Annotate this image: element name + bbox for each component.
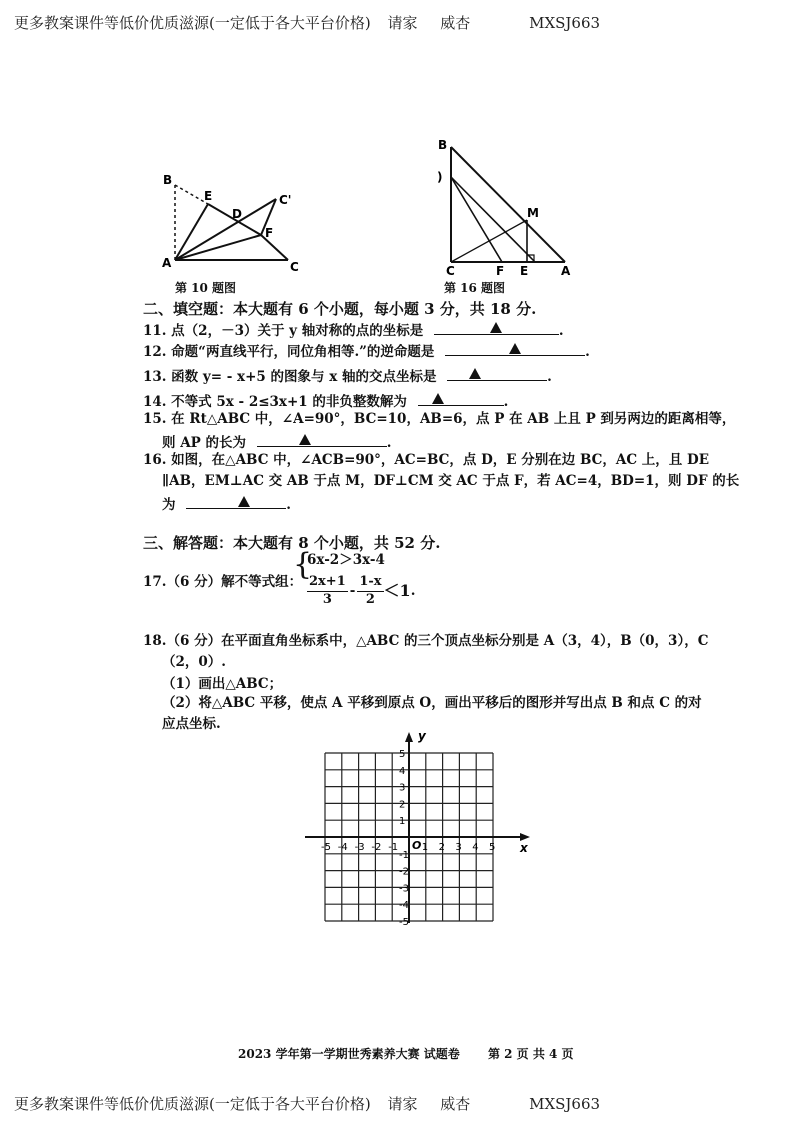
- q12-answer-blank: [445, 341, 585, 356]
- triangle-icon: [509, 343, 521, 354]
- fig10-line-AC1: [175, 199, 276, 260]
- y-tick-label: 1: [399, 816, 406, 828]
- q17-frac2-num: 1-x: [357, 574, 383, 592]
- y-axis-label: y: [418, 729, 426, 743]
- x-axis-arrow-icon: [520, 833, 530, 841]
- question-15-line2: [162, 432, 391, 453]
- x-tick-label: 4: [472, 842, 479, 853]
- x-tick-label: 5: [489, 842, 496, 853]
- q16-answer-blank: [186, 494, 286, 509]
- q14-period: .: [503, 394, 509, 410]
- y-tick-label: -2: [399, 866, 409, 878]
- question-16-line3: [162, 494, 291, 515]
- y-tick-label: 2: [399, 799, 406, 811]
- x-tick-label: 3: [455, 842, 462, 853]
- q17-left-brace: {: [293, 547, 313, 582]
- coordinate-grid: [300, 728, 535, 928]
- question-13: [143, 366, 552, 387]
- q13-text: 13. 函数 y= - x+5 的图象与 x 轴的交点坐标是: [143, 369, 437, 385]
- q12-text: 12. 命题“两直线平行，同位角相等.”的逆命题是: [143, 344, 435, 360]
- x-tick-label: -2: [371, 842, 382, 853]
- fig16-line-CM: [451, 220, 527, 262]
- triangle-icon: [432, 393, 444, 404]
- question-18-part2: （2）将△ABC 平移，使点 A 平移到原点 O，画出平移后的图形并写出点 B 和点 C 的对: [162, 695, 702, 711]
- y-tick-label: -3: [399, 883, 409, 895]
- q17-frac1-den: 3: [322, 591, 332, 607]
- bottom-banner: [14, 1093, 600, 1114]
- question-14: [143, 391, 508, 412]
- banner-code: MXSJ663: [529, 1095, 601, 1113]
- triangle-icon: [238, 496, 250, 507]
- x-tick-label: -4: [337, 842, 348, 853]
- section3-title: 三、解答题：本大题有 8 个小题，共 52 分.: [143, 534, 441, 552]
- section2-title: 二、填空题：本大题有 6 个小题，每小题 3 分，共 18 分.: [143, 300, 537, 318]
- top-banner: [14, 12, 600, 33]
- fig16-label-D: ): [437, 170, 443, 184]
- q11-text: 11. 点（2，－3）关于 y 轴对称的点的坐标是: [143, 323, 424, 339]
- q17-frac2-den: 2: [365, 591, 375, 607]
- fig16-label-B: B: [438, 138, 448, 152]
- footer: [238, 1045, 574, 1062]
- q17-end: .: [410, 582, 416, 599]
- fig10-label-F: F: [265, 226, 274, 240]
- q17-minus: -: [349, 582, 356, 599]
- q14-text: 14. 不等式 5x - 2≤3x+1 的非负整数解为: [143, 394, 407, 410]
- q13-answer-blank: [447, 366, 547, 381]
- banner-contact: 请家: [387, 14, 418, 32]
- x-tick-label: -5: [321, 842, 331, 853]
- figure-10: [155, 168, 315, 278]
- footer-title: 2023 学年第一学期世秀素养大赛 试题卷: [238, 1047, 460, 1061]
- y-axis-arrow-icon: [405, 732, 413, 742]
- q15-answer-blank: [257, 432, 387, 447]
- fig10-label-A: A: [162, 256, 172, 270]
- y-tick-label: 3: [399, 782, 406, 794]
- footer-page: 第 2 页 共 4 页: [487, 1047, 574, 1061]
- q17-inequality-1: 6x-2＞3x-4: [307, 552, 385, 568]
- banner-promo: 更多教案课件等低价优质滋源(一定低于各大平台价格): [14, 1095, 371, 1113]
- x-axis-label: x: [520, 841, 528, 855]
- q14-answer-blank: [418, 391, 504, 406]
- banner-name: 威杏: [440, 14, 471, 32]
- q15-text: 则 AP 的长为: [162, 435, 247, 451]
- y-tick-label: 5: [399, 749, 406, 760]
- banner-name: 威杏: [440, 1095, 471, 1113]
- banner-promo: 更多教案课件等低价优质滋源(一定低于各大平台价格): [14, 14, 371, 32]
- q17-fraction-2: [357, 574, 383, 609]
- q16-period: .: [286, 497, 291, 513]
- question-16-line1: 16. 如图，在△ABC 中，∠ACB=90°，AC=BC，点 D，E 分别在边 BC，AC 上，且 DE: [143, 452, 709, 468]
- triangle-icon: [469, 368, 481, 379]
- fig10-label-D: D: [232, 207, 242, 221]
- origin-label: O: [412, 839, 422, 852]
- figure-16: [430, 135, 580, 277]
- q17-inequality-2: [307, 574, 415, 609]
- fig16-label-A: A: [561, 264, 571, 277]
- question-11: [143, 320, 564, 341]
- fig16-label-M: M: [527, 206, 539, 220]
- triangle-icon: [299, 434, 311, 445]
- triangle-icon: [490, 322, 502, 333]
- fig10-label-B: B: [163, 173, 173, 187]
- y-tick-label: -5: [399, 917, 409, 928]
- question-16-line2: ∥AB，EM⊥AC 交 AB 于点 M，DF⊥CM 交 AC 于点 F，若 AC=4，BD=1，则 DF 的长: [162, 473, 740, 489]
- q16-text: 为: [162, 497, 176, 513]
- x-tick-label: -1: [388, 842, 399, 853]
- q17-fraction-1: [307, 574, 348, 609]
- x-tick-label: -3: [354, 842, 365, 853]
- q11-answer-blank: [434, 320, 559, 335]
- question-18-part2b: 应点坐标.: [162, 716, 221, 732]
- fig10-caption: 第 10 题图: [175, 281, 237, 295]
- fig10-label-E: E: [204, 189, 213, 203]
- banner-contact: 请家: [387, 1095, 418, 1113]
- fig10-label-C1: C': [279, 193, 292, 207]
- fig10-label-C: C: [290, 260, 299, 274]
- q17-frac1-num: 2x+1: [307, 574, 348, 592]
- y-tick-label: -4: [399, 900, 409, 912]
- question-15-line1: 15. 在 Rt△ABC 中，∠A=90°，BC=10，AB=6，点 P 在 AB 上且 P 到另两边的距离相等，: [143, 411, 736, 427]
- y-tick-label: 4: [399, 765, 406, 777]
- question-17-prefix: 17.（6 分）解不等式组：: [143, 574, 303, 590]
- question-12: [143, 341, 590, 362]
- fig16-caption: 第 16 题图: [444, 281, 506, 295]
- y-tick-label: -1: [399, 849, 409, 861]
- x-tick-label: 2: [438, 842, 445, 853]
- q17-less-than-one: ＜1: [383, 580, 411, 600]
- fig16-label-E: E: [520, 264, 529, 277]
- x-tick-label: 1: [421, 842, 429, 853]
- q13-period: .: [547, 369, 552, 385]
- question-18-part1: （1）画出△ABC；: [162, 676, 283, 692]
- q12-period: .: [585, 344, 590, 360]
- q15-period: .: [386, 435, 392, 451]
- question-18-line1: 18.（6 分）在平面直角坐标系中，△ABC 的三个顶点坐标分别是 A（3，4），B（0，3），C: [143, 633, 709, 649]
- q11-period: .: [558, 323, 564, 339]
- banner-code: MXSJ663: [529, 14, 601, 32]
- fig16-label-C: C: [446, 264, 455, 277]
- question-18-line2: （2，0）.: [162, 654, 226, 670]
- fig16-label-F: F: [496, 264, 505, 277]
